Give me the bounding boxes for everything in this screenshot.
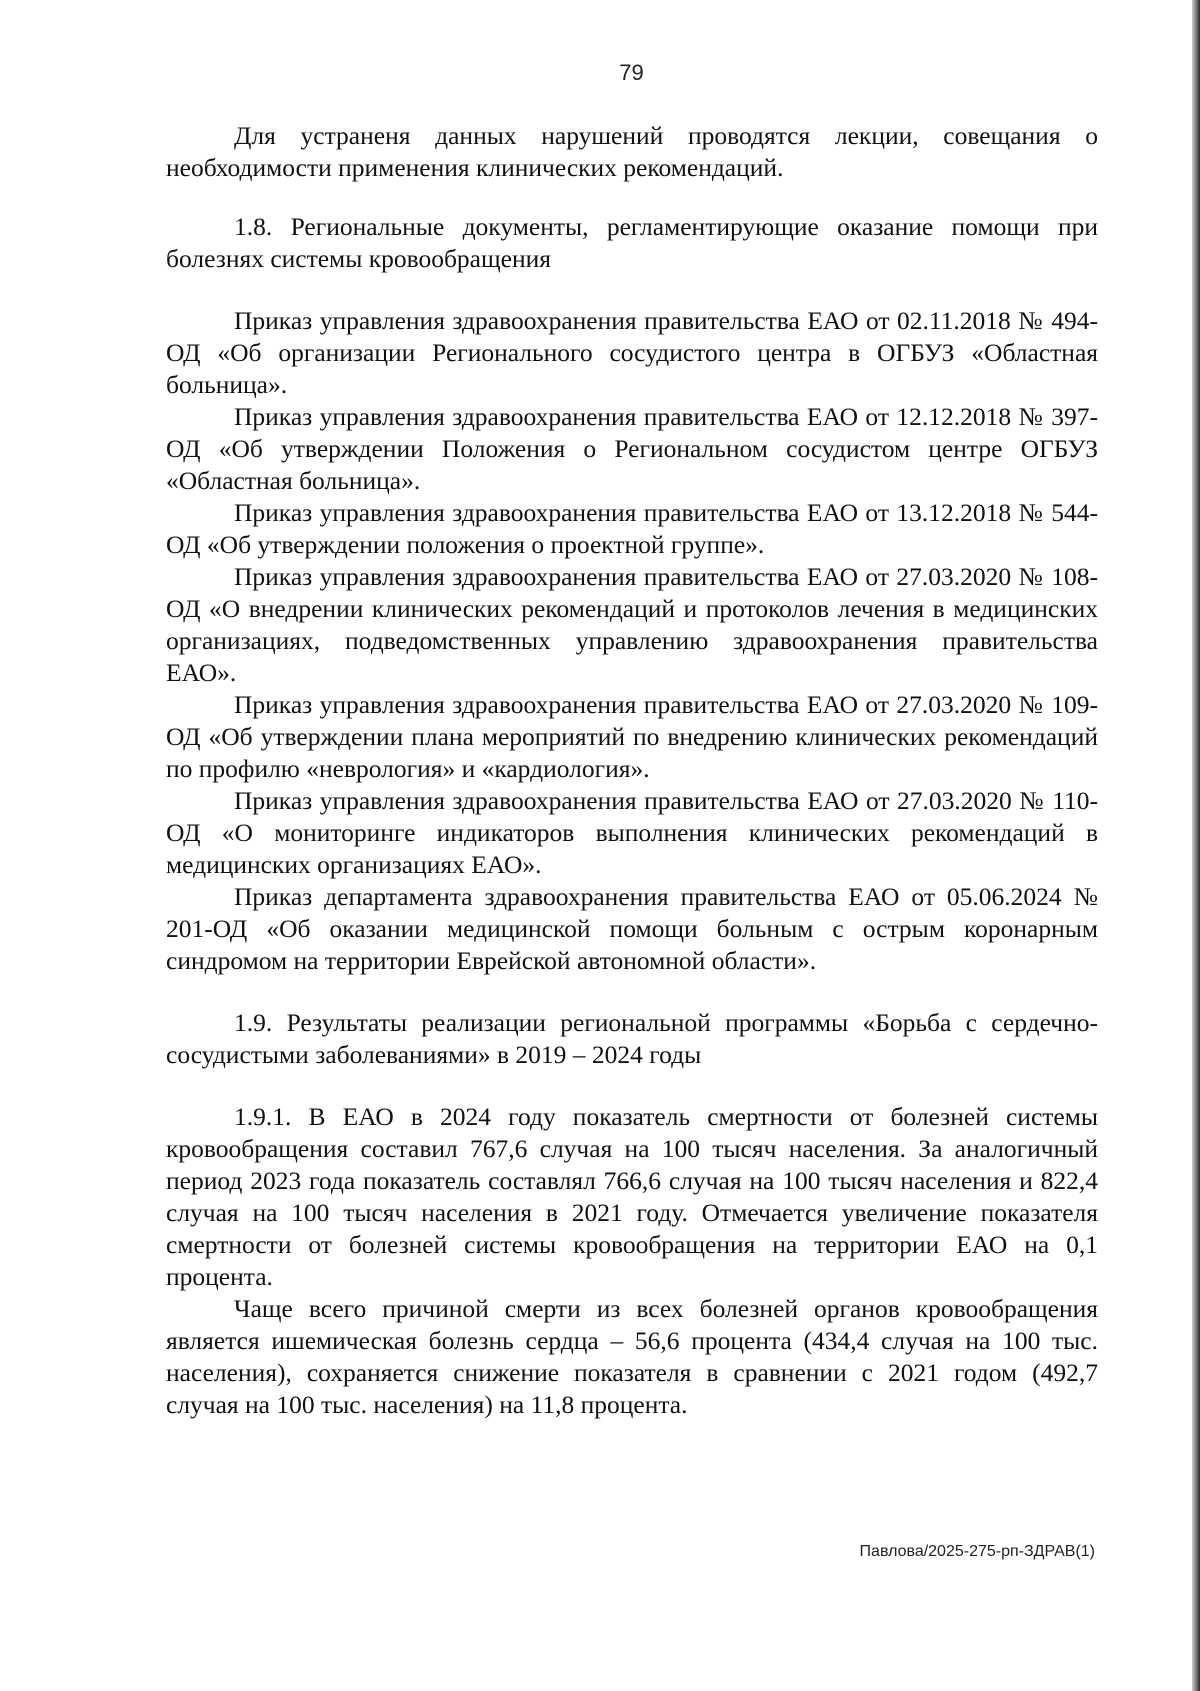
order-paragraph-5: Приказ управления здравоохранения правительства ЕАО от 27.03.2020 № 109-ОД «Об утверждении плана мероприятий по внедрению клинических рекомендаций по профилю «неврология» и «кардиология». xyxy=(166,690,1098,783)
document-footer-code: Павлова/2025-275-рп-ЗДРАВ(1) xyxy=(859,1543,1095,1560)
results-paragraph-2: Чаще всего причиной смерти из всех болезней органов кровообращения является ишемическая болезнь сердца – 56,6 процента (434,4 случая на 100 тыс. населения), сохраняется снижение показателя в сравнении с 2021 годом (492,7 случая на 100 тыс. населения) на 11,8 процента. xyxy=(166,1294,1098,1419)
section-heading-1-9: 1.9. Результаты реализации региональной программы «Борьба с сердечно-сосудистыми заболеваниями» в 2019 – 2024 годы xyxy=(166,1008,1098,1069)
results-paragraph-1: 1.9.1. В ЕАО в 2024 году показатель смертности от болезней системы кровообращения составил 767,6 случая на 100 тысяч населения. За аналогичный период 2023 года показатель составлял 766,6 случая на 100 тысяч населения и 822,4 случая на 100 тысяч населения в 2021 году. Отмечается увеличение показателя смертности от болезней системы кровообращения на территории ЕАО на 0,1 процента. xyxy=(166,1102,1098,1291)
order-paragraph-7: Приказ департамента здравоохранения правительства ЕАО от 05.06.2024 № 201-ОД «Об оказании медицинской помощи больным с острым коронарным синдромом на территории Еврейской автономной области». xyxy=(166,882,1098,975)
order-paragraph-1: Приказ управления здравоохранения правительства ЕАО от 02.11.2018 № 494-ОД «Об организации Регионального сосудистого центра в ОГБУЗ «Областная больница». xyxy=(166,306,1098,399)
page-number: 79 xyxy=(619,60,644,85)
scan-edge-shadow xyxy=(1192,0,1200,1691)
order-paragraph-4: Приказ управления здравоохранения правительства ЕАО от 27.03.2020 № 108-ОД «О внедрении клинических рекомендаций и протоколов лечения в медицинских организациях, подведомственных управлению здравоохранения правительства ЕАО». xyxy=(166,562,1098,687)
order-paragraph-6: Приказ управления здравоохранения правительства ЕАО от 27.03.2020 № 110-ОД «О мониторинге индикаторов выполнения клинических рекомендаций в медицинских организациях ЕАО». xyxy=(166,786,1098,879)
document-body xyxy=(166,120,1098,1421)
order-paragraph-3: Приказ управления здравоохранения правительства ЕАО от 13.12.2018 № 544-ОД «Об утверждении положения о проектной группе». xyxy=(166,498,1098,559)
paragraph-intro: Для устраненя данных нарушений проводятся лекции, совещания о необходимости применения клинических рекомендаций. xyxy=(166,121,1098,182)
order-paragraph-2: Приказ управления здравоохранения правительства ЕАО от 12.12.2018 № 397-ОД «Об утверждении Положения о Региональном сосудистом центре ОГБУЗ «Областная больница». xyxy=(166,402,1098,495)
section-heading-1-8: 1.8. Региональные документы, регламентирующие оказание помощи при болезнях системы кровообращения xyxy=(166,212,1098,273)
